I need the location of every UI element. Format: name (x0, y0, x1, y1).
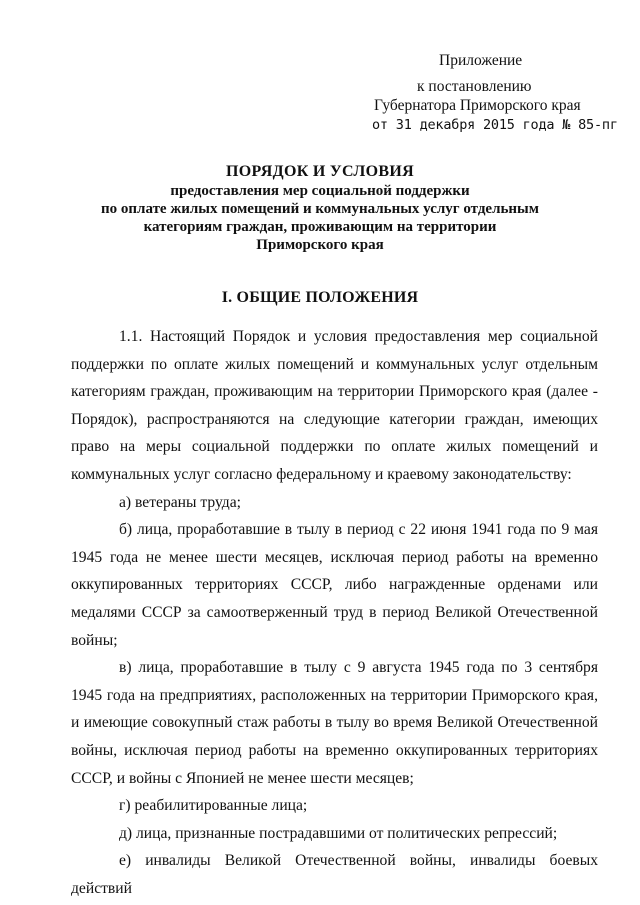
list-item-g: г) реабилитированные лица; (119, 797, 308, 815)
title-sub-line: по оплате жилых помещений и коммунальных услуг отдельным (101, 201, 539, 217)
list-item-d: д) лица, признанные пострадавшими от политических репрессий; (119, 824, 558, 842)
document-title (100, 162, 540, 254)
list-item-v: в) лица, проработавшие в тылу с 9 августа 1945 года по 3 сентября 1945 года на предприятиях, расположенных на территории Приморского края, и имеющие совокупный стаж работы в тылу во время Великой Отечественной войны, исключая период работы на временно оккупированных территориях СССР, и войны с Японией не менее шести месяцев; (71, 659, 598, 787)
title-sub-line: категориям граждан, проживающим на территории (143, 219, 497, 235)
appendix-reference: к постановлению (417, 78, 532, 95)
title-sub-line: предоставления мер социальной поддержки (170, 183, 470, 199)
list-item-a: а) ветераны труда; (119, 493, 241, 511)
paragraph-1-1: 1.1. Настоящий Порядок и условия предоставления мер социальной поддержки по оплате жилых помещений и коммунальных услуг отдельным категориям граждан, проживающим на территории Приморского края (далее - Порядок), распространяются на следующие категории граждан, имеющих право на меры социальной поддержки по оплате жилых помещений и коммунальных услуг согласно федеральному и краевому законодательству: (71, 328, 598, 483)
title-sub-line: Приморского края (256, 237, 384, 253)
document-body (71, 323, 598, 902)
appendix-title: Приложение (439, 52, 523, 69)
section-heading: I. ОБЩИЕ ПОЛОЖЕНИЯ (221, 289, 419, 306)
list-item-e: е) инвалиды Великой Отечественной войны, инвалиды боевых действий (71, 852, 598, 897)
title-main: ПОРЯДОК И УСЛОВИЯ (226, 163, 414, 180)
appendix-issuer: Губернатора Приморского края (374, 97, 581, 114)
list-item-b: б) лица, проработавшие в тылу в период с 22 июня 1941 года по 9 мая 1945 года не менее шести месяцев, исключая период работы на временно оккупированных территориях СССР, либо награжденные орденами или медалями СССР за самоотверженный труд в период Великой Отечественной войны; (71, 521, 598, 649)
appendix-date-number: от 31 декабря 2015 года № 85-пг (372, 117, 618, 133)
